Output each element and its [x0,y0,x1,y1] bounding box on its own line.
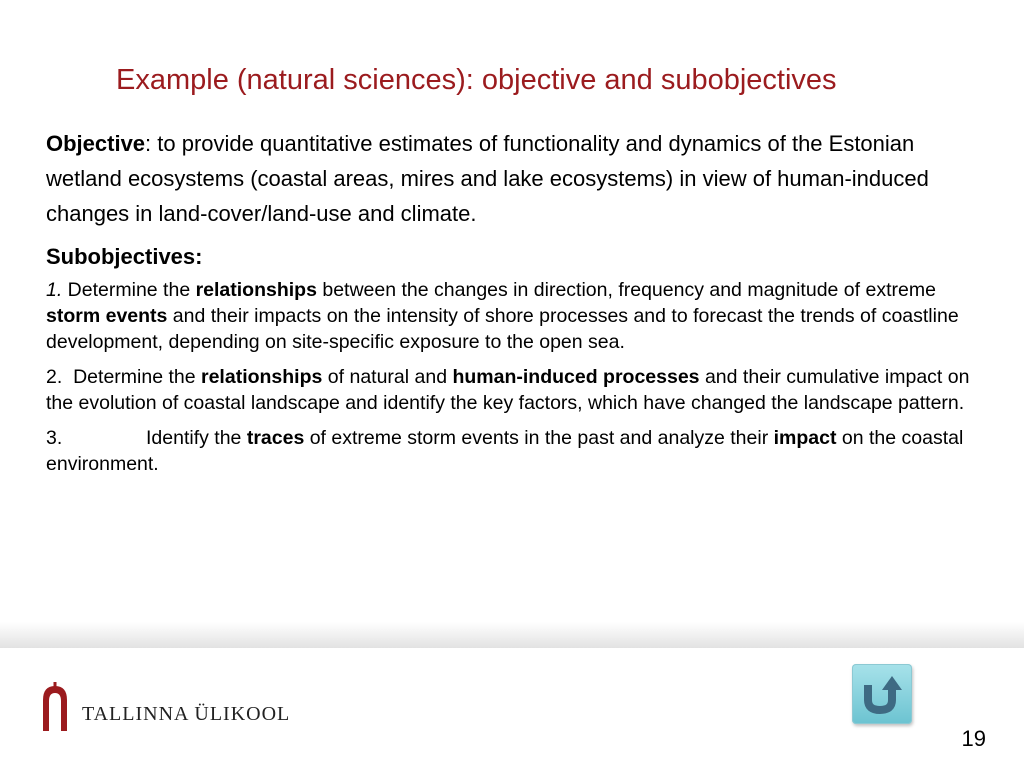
logo-text: TALLINNA ÜLIKOOL [82,702,291,725]
slide-content [46,126,986,486]
item-text: on the coastal environment. [46,427,964,475]
item-text: Identify the [146,427,247,449]
item-bold: traces [246,427,305,449]
subobjective-item-1 [46,277,981,355]
subobjective-item-3 [46,425,981,477]
item-text: and their cumulative impact on the evolution of coastal landscape and identify the key factors, which have changed the landscape pattern. [46,366,970,414]
item-text: Determine the [62,366,201,388]
u-turn-arrow-icon [859,671,905,717]
item-number: 1. [46,279,63,301]
objective-text: : to provide quantitative estimates of functionality and dynamics of the Estonian wetland ecosystems (coastal areas, mires and lake ecosystems) in view of human-induced changes in land-cover/land-use and climate. [46,131,929,226]
subobjective-item-2 [46,364,981,416]
item-number: 3. [46,427,63,449]
tallinn-university-arch-logo-icon [38,682,72,732]
item-bold: relationships [195,279,317,301]
page-number: 19 [961,726,986,751]
objective-label: Objective [46,131,146,156]
item-text: and their impacts on the intensity of shore processes and to forecast the trends of coastline development, depending on site-specific exposure to the open sea. [46,305,959,353]
item-bold: storm events [46,305,168,327]
item-text: Determine the [62,279,196,301]
item-bold: impact [773,427,837,449]
item-bold: relationships [201,366,323,388]
university-logo [38,682,290,732]
slide-title: Example (natural sciences): objective and subobjectives [116,64,837,96]
objective-paragraph [46,126,981,231]
item-text: of extreme storm events in the past and analyze their [304,427,774,449]
item-text: between the changes in direction, frequency and magnitude of extreme [316,279,936,301]
item-number: 2. [46,366,63,388]
item-text: of natural and [322,366,453,388]
subobjectives-heading: Subobjectives: [46,244,203,269]
return-button[interactable] [852,664,912,724]
footer-gradient-band [0,622,1024,648]
item-bold: human-induced processes [452,366,700,388]
